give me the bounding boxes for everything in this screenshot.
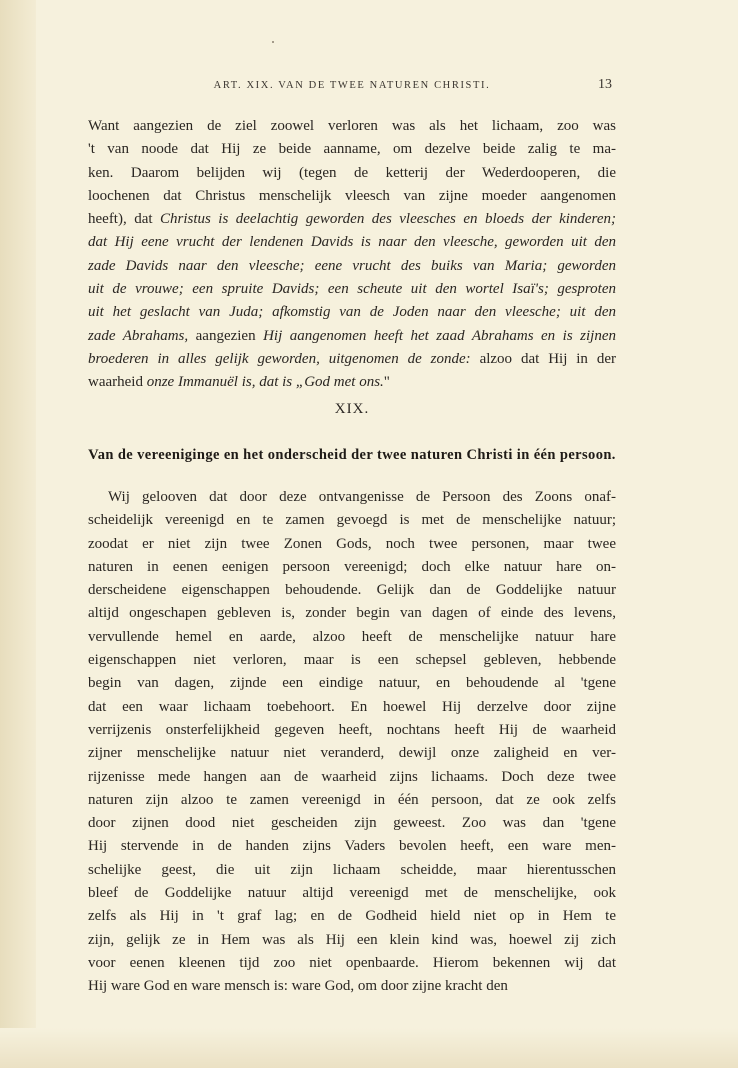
- text-line: [88, 115, 616, 138]
- text-run: ken. Daarom belijden wij (tegen de ketterij der Wederdooperen, die: [88, 164, 616, 181]
- text-line: [88, 231, 616, 254]
- text-line: schelijke geest, die uit zijn lichaam scheidde, maar hierentusschen: [88, 861, 616, 878]
- text-line: zelfs als Hij in 't graf lag; en de Godheid hield niet op in Hem te: [88, 908, 616, 925]
- text-run: alzoo dat Hij in der: [470, 350, 616, 367]
- text-line: [88, 301, 616, 324]
- text-line: voor eenen kleenen tijd zoo niet openbaarde. Hierom bekennen wij dat: [88, 954, 616, 971]
- text-line: altijd ongeschapen gebleven is, zonder begin van dagen of einde des levens,: [88, 605, 616, 622]
- section-number: XIX.: [334, 401, 370, 417]
- italic-text: uit de vrouwe; een spruite Davids; een scheute uit den wortel Isaï's; gesproten: [88, 281, 616, 298]
- italic-text: dat Hij eene vrucht der lendenen Davids is naar den vleesche, geworden uit den: [88, 234, 616, 251]
- paragraph-2: [88, 486, 616, 999]
- italic-text: Hij aangenomen heeft het zaad Abrahams en is zijnen: [263, 327, 616, 344]
- text-run: 't van noode dat Hij ze beide aanname, om dezelve beide zalig te ma-: [88, 141, 616, 158]
- text-line: vervullende hemel en aarde, alzoo heeft de menschelijke natuur hare: [88, 628, 616, 645]
- text-line: [88, 208, 616, 231]
- text-line: [88, 185, 616, 208]
- text-line: dat een waar lichaam toebehoort. En hoewel Hij derzelve door zijne: [88, 698, 616, 715]
- text-line: naturen in eenen eenigen persoon vereenigd; doch elke natuur hare on-: [88, 558, 616, 575]
- text-line: derscheidene eigenschappen behoudende. Gelijk dan de Goddelijke natuur: [88, 582, 616, 599]
- text-line: [88, 255, 616, 278]
- italic-text: broederen in alles gelijk geworden, uitgenomen de zonde:: [88, 350, 471, 367]
- running-title: ART. XIX. VAN DE TWEE NATUREN CHRISTI.: [213, 80, 491, 91]
- text-line: zoodat er niet zijn twee Zonen Gods, noch twee personen, maar twee: [88, 535, 616, 552]
- text-line: [88, 278, 616, 301]
- italic-text: onze Immanuël is, dat is „God met ons.: [146, 374, 384, 391]
- italic-text: zade Abrahams,: [88, 327, 189, 344]
- page-header: [88, 77, 616, 98]
- italic-text: Christus is deelachtig geworden des vleesches en bloeds der kinderen;: [159, 211, 616, 228]
- paragraph-1: [88, 115, 616, 395]
- text-line: verrijzenis onsterfelijkheid gegeven heeft, nochtans heeft Hij de waarheid: [88, 721, 616, 738]
- text-line: bleef de Goddelijke natuur altijd vereenigd met de menschelijke, ook: [88, 885, 616, 902]
- text-run: loochenen dat Christus menschelijk vleesch van zijne moeder aangenomen: [88, 187, 616, 204]
- text-run: ": [383, 374, 390, 391]
- text-line: Wij gelooven dat door deze ontvangenisse de Persoon des Zoons onaf-: [108, 489, 616, 505]
- text-line: zijn, gelijk ze in Hem was als Hij een klein kind was, hoewel zij zich: [88, 931, 616, 948]
- text-line: rijzenisse mede hangen aan de waarheid zijns lichaams. Doch deze twee: [88, 768, 616, 785]
- text-line: [88, 325, 616, 348]
- text-line: zijner menschelijke natuur niet veranderd, dewijl onze zaligheid en ver-: [88, 745, 616, 762]
- text-line: naturen zijn alzoo te zamen vereenigd in één persoon, dat ze ook zelfs: [88, 791, 616, 808]
- section-title: Van de vereeniginge en het onderscheid der twee naturen Christi in één persoon.: [88, 447, 616, 463]
- text-line: [88, 348, 616, 371]
- text-line: Hij ware God en ware mensch is: ware God, om door zijne kracht den: [88, 978, 508, 995]
- text-line: scheidelijk vereenigd en te zamen gevoegd is met de menschelijke natuur;: [88, 512, 616, 529]
- text-run: heeft), dat: [88, 211, 160, 228]
- text-run: aangezien: [188, 327, 264, 344]
- text-line: [88, 371, 616, 394]
- paper-speck: [272, 41, 274, 43]
- page-gutter-shadow: [0, 0, 36, 1068]
- text-line: [88, 138, 616, 161]
- italic-text: uit het geslacht van Juda; afkomstig van de Joden naar den vleesche; uit den: [88, 304, 616, 321]
- text-line: door zijnen dood niet gescheiden zijn geweest. Zoo was dan 'tgene: [88, 815, 616, 832]
- page-number: 13: [598, 77, 612, 92]
- text-line: [88, 162, 616, 185]
- page-bottom-edge: [0, 1028, 738, 1068]
- text-line: begin van dagen, zijnde een eindige natuur, en behoudende al 'tgene: [88, 675, 616, 692]
- text-line: eigenschappen niet verloren, maar is een schepsel gebleven, hebbende: [88, 652, 616, 669]
- italic-text: zade Davids naar den vleesche; eene vrucht des buiks van Maria; geworden: [88, 257, 616, 274]
- text-run: Want aangezien de ziel zoowel verloren was als het lichaam, zoo was: [88, 118, 616, 134]
- text-line: Hij stervende in de handen zijns Vaders bevolen heeft, een ware men-: [88, 838, 616, 855]
- text-run: waarheid: [88, 374, 147, 391]
